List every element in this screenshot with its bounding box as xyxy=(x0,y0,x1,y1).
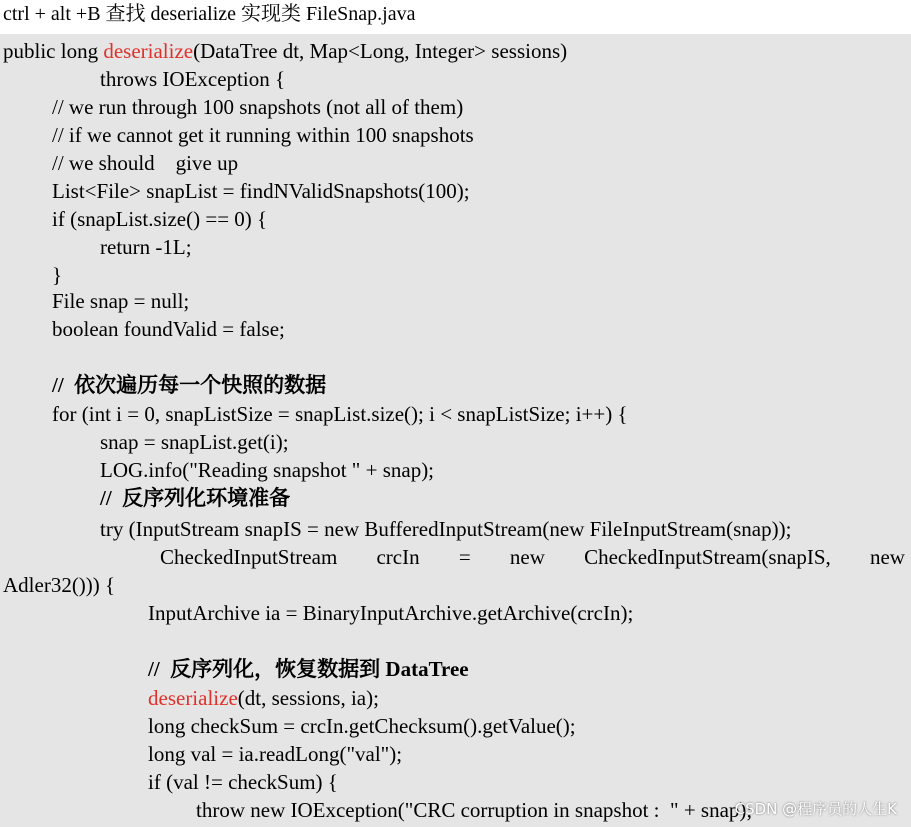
code-line-23: long checkSum = crcIn.getChecksum().getValue(); xyxy=(148,714,576,738)
code-line-9: } xyxy=(52,263,63,287)
caption: ctrl + alt +B 查找 deserialize 实现类 FileSnap.java xyxy=(3,3,416,25)
code-line-11: boolean foundValid = false; xyxy=(52,317,285,341)
code-text: (dt, sessions, ia); xyxy=(237,686,379,710)
code-word: new xyxy=(869,545,905,569)
code-line-1 xyxy=(3,37,567,65)
code-comment-text: // 反序列化，恢复数据到 xyxy=(148,657,386,681)
code-line-2: throws IOException { xyxy=(100,67,286,91)
watermark: CSDN @程序员的人生K xyxy=(734,800,897,818)
code-line-8: return -1L; xyxy=(100,235,192,259)
code-line-3: // we run through 100 snapshots (not all of them) xyxy=(52,95,464,119)
code-block xyxy=(0,34,911,827)
code-line-25: if (val != checkSum) { xyxy=(148,770,338,794)
code-line-5: // we should give up xyxy=(52,151,239,175)
method-name-highlight: deserialize xyxy=(103,39,194,63)
code-comment-line-16: // 反序列化环境准备 xyxy=(100,486,291,510)
code-line-15: LOG.info("Reading snapshot " + snap); xyxy=(100,458,435,482)
code-line-19: Adler32())) { xyxy=(3,573,116,597)
method-name-highlight: deserialize xyxy=(148,686,238,710)
code-line-17: try (InputStream snapIS = new BufferedInputStream(new FileInputStream(snap)); xyxy=(100,517,792,541)
code-comment-line-12: // 依次遍历每一个快照的数据 xyxy=(52,373,327,397)
code-line-18 xyxy=(160,543,905,571)
code-word: = xyxy=(458,545,471,569)
code-word: CheckedInputStream xyxy=(160,545,338,569)
code-line-10: File snap = null; xyxy=(52,289,190,313)
code-text: public long xyxy=(3,39,104,63)
code-comment-line-21 xyxy=(148,655,469,683)
code-line-20: InputArchive ia = BinaryInputArchive.getArchive(crcIn); xyxy=(148,601,634,625)
code-line-6: List<File> snapList = findNValidSnapshots(100); xyxy=(52,179,470,203)
code-word: CheckedInputStream(snapIS, xyxy=(584,545,831,569)
code-line-7: if (snapList.size() == 0) { xyxy=(52,207,268,231)
code-word: new xyxy=(509,545,545,569)
code-line-24: long val = ia.readLong("val"); xyxy=(148,742,403,766)
code-comment-bold: DataTree xyxy=(385,657,469,681)
code-line-4: // if we cannot get it running within 100 snapshots xyxy=(52,123,474,147)
code-line-13: for (int i = 0, snapListSize = snapList.size(); i < snapListSize; i++) { xyxy=(52,402,628,426)
code-text: (DataTree dt, Map<Long, Integer> sessions) xyxy=(193,39,568,63)
code-line-22 xyxy=(148,684,379,712)
code-line-14: snap = snapList.get(i); xyxy=(100,430,289,454)
code-word: crcIn xyxy=(376,545,420,569)
code-line-26: throw new IOException("CRC corruption in snapshot : " + snap); xyxy=(196,798,753,822)
